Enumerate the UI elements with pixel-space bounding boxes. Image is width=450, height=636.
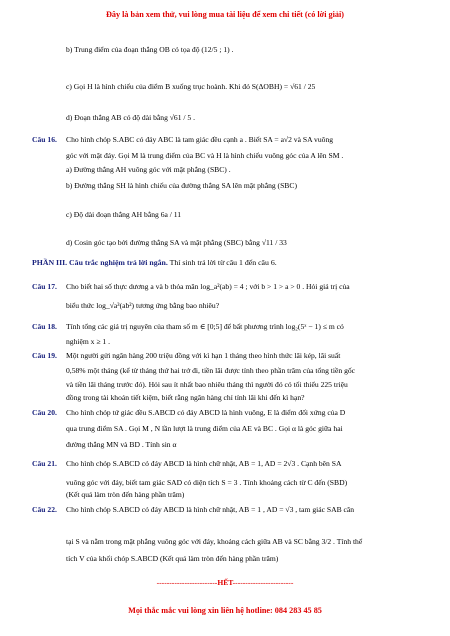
question-16-line-2: góc với mặt đáy. Gọi M là trung điểm của BC và H là hình chiếu vuông góc của A lên SM . — [66, 151, 344, 160]
prev-item-c: c) Gọi H là hình chiếu của điểm B xuống trục hoành. Khi đó S(ΔOBH) = √61 / 25 — [66, 82, 316, 91]
question-16-number: Câu 16. — [32, 135, 57, 144]
question-16-b: b) Đường thẳng SH là hình chiếu của đường thẳng SA lên mặt phẳng (SBC) — [66, 181, 297, 190]
question-19-line-1: Một người gửi ngân hàng 200 triệu đồng với kì hạn 1 tháng theo hình thức lãi kép, lãi suất — [66, 351, 341, 360]
question-19-line-4: đồng trong tài khoản tiết kiệm, biết rằng ngân hàng chỉ tính lãi khi đến kì hạn? — [66, 393, 305, 402]
question-17-line-1: Cho biết hai số thực dương a và b thỏa mãn log_a²(ab) = 4 ; với b > 1 > a > 0 . Hỏi giá trị của — [66, 282, 350, 291]
preview-banner: Đây là bản xem thử, vui lòng mua tài liệu để xem chi tiết (có lời giải) — [105, 10, 344, 19]
footer-hotline: Mọi thắc mắc vui lòng xin liên hệ hotline: 084 283 45 85 — [128, 606, 322, 615]
question-20-line-2: qua trung điểm SA . Gọi M , N lần lượt là trung điểm của AE và BC . Gọi α là góc giữa hai — [66, 424, 343, 433]
question-16-line-1: Cho hình chóp S.ABC có đáy ABC là tam giác đều cạnh a . Biết SA = a√2 và SA vuông — [66, 135, 334, 144]
question-22-line-3: tích V của khối chóp S.ABCD (Kết quả làm tròn đến hàng phần trăm) — [66, 554, 279, 563]
question-18-line-1: Tính tổng các giá trị nguyên của tham số m ∈ [0;5] để bất phương trình log₂(5ˣ − 1) ≤ m có — [66, 322, 344, 331]
question-19-number: Câu 19. — [32, 351, 57, 360]
question-18-line-2: nghiệm x ≥ 1 . — [66, 337, 111, 346]
question-22-line-1: Cho hình chóp S.ABCD có đáy ABCD là hình chữ nhật, AB = 1 , AD = √3 , tam giác SAB cân — [66, 505, 355, 514]
question-21-line-3: (Kết quả làm tròn đến hàng phần trăm) — [66, 490, 185, 499]
question-19-line-3: và tiền lãi tháng trước đó). Hỏi sau ít nhất bao nhiêu tháng thì người đó có tối thiểu 225 triệu — [66, 380, 348, 389]
question-19-line-2: 0,58% một tháng (kể từ tháng thứ hai trở đi, tiền lãi được tính theo phần trăm của tổng tiền gốc — [66, 366, 356, 375]
question-21-line-1: Cho hình chóp S.ABCD có đáy ABCD là hình chữ nhật, AB = 1, AD = 2√3 . Cạnh bên SA — [66, 459, 342, 468]
question-17-number: Câu 17. — [32, 282, 57, 291]
question-16-a: a) Đường thẳng AH vuông góc với mặt phẳng (SBC) . — [66, 165, 231, 174]
end-marker: ------------------------HẾT------------------------ — [156, 578, 294, 587]
question-16-c: c) Độ dài đoạn thẳng AH bằng 6a / 11 — [66, 210, 182, 219]
question-20-line-3: đường thẳng MN và BD . Tính sin α — [66, 440, 177, 449]
question-21-number: Câu 21. — [32, 459, 57, 468]
prev-item-d: d) Đoạn thẳng AB có độ dài bằng √61 / 5 . — [66, 113, 196, 122]
question-20-number: Câu 20. — [32, 408, 57, 417]
question-22-line-2: tại S và nằm trong mặt phẳng vuông góc với đáy, khoảng cách giữa AB và SC bằng 3/2 . Tính thể — [66, 537, 363, 546]
question-21-line-2: vuông góc với đáy, biết tam giác SAD có diện tích S = 3 . Tính khoảng cách từ C đến (SBD) — [66, 478, 348, 487]
prev-item-b: b) Trung điểm của đoạn thẳng OB có tọa độ (12/5 ; 1) . — [66, 45, 234, 54]
question-20-line-1: Cho hình chóp tứ giác đều S.ABCD có đáy ABCD là hình vuông, E là điểm đối xứng của D — [66, 408, 346, 417]
section-3-subtitle: Thí sinh trả lời từ câu 1 đến câu 6. — [167, 258, 277, 267]
question-17-line-2: biểu thức log_√a³(ab²) tương ứng bằng bao nhiêu? — [66, 301, 220, 310]
question-18-number: Câu 18. — [32, 322, 57, 331]
question-22-number: Câu 22. — [32, 505, 57, 514]
section-3-title: PHẦN III. Câu trắc nghiệm trả lời ngắn. — [32, 258, 168, 267]
question-16-d: d) Cosin góc tạo bởi đường thẳng SA và mặt phẳng (SBC) bằng √11 / 33 — [66, 238, 287, 247]
section-3-heading — [32, 258, 277, 268]
